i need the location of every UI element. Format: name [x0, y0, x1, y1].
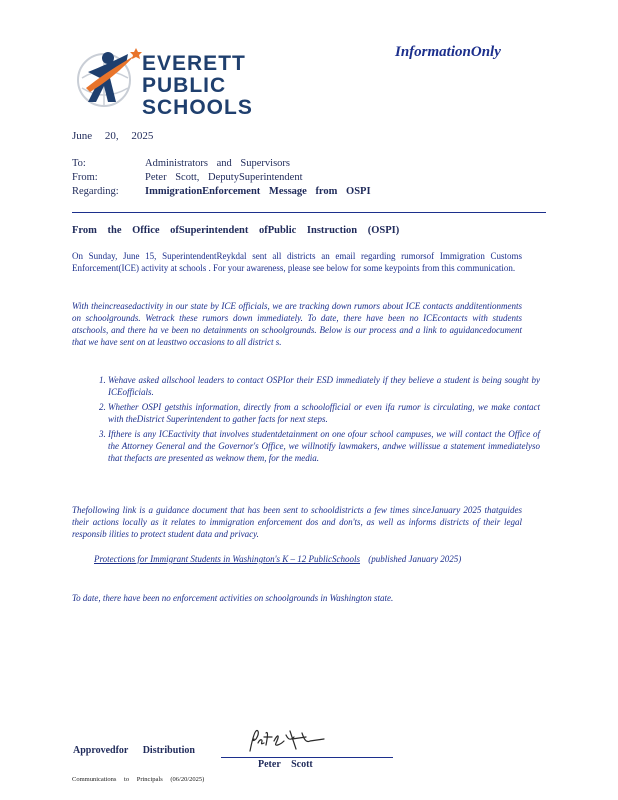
guidance-link-item	[86, 553, 526, 565]
process-steps-list	[90, 374, 540, 467]
regarding-label: Regarding:	[72, 186, 119, 197]
logo-text-everett: EVERETT	[142, 52, 246, 75]
header-divider	[72, 212, 546, 213]
signer-name: Peter Scott	[258, 759, 313, 770]
process-step: 1. Wehave asked allschool leaders to contact OSPIor their ESD immediately if they believe a student is being sought by ICEofficials.	[108, 374, 540, 398]
process-step: 2. Whether OSPI getsthis information, directly from a schoolofficial or even ifa rumor is circulating, we make contact with theDistrict Superintendent to gather facts for next steps.	[108, 401, 540, 425]
logo-text-schools: SCHOOLS	[142, 96, 253, 119]
process-step: 3. Ifthere is any ICEactivity that involves studentdetainment on one ofour school campuses, we will contact the Office of the Attorney General and the Governor's Office, we willnotify lawmakers, andwe willissue a statement immediatelyso that thefacts are presented as weknow them, for the media.	[108, 428, 540, 464]
guidance-document-link[interactable]: Protections for Immigrant Students in Washington's K – 12 PublicSchools	[94, 554, 361, 564]
memo-date: June 20, 2025	[72, 130, 154, 142]
to-label: To:	[72, 158, 86, 169]
signature-line	[221, 757, 393, 758]
intro-paragraph: On Sunday, June 15, SuperintendentReykdal sent all districts an email regarding rumorsof Immigration Customs Enforcement(ICE) activity at schools . For your awareness, please see below for some keypoints from this communication.	[72, 251, 522, 273]
section-title: From the Office ofSuperintendent ofPublic Instruction (OSPI)	[72, 225, 400, 236]
from-value: Peter Scott, DeputySuperintendent	[145, 172, 303, 183]
information-only-marking: InformationOnly	[395, 44, 501, 60]
footer-note: Communications to Principals (06/20/2025)	[72, 776, 205, 783]
regarding-value: ImmigrationEnforcement Message from OSPI	[145, 186, 371, 197]
guidance-link-note: (published January 2025)	[368, 554, 462, 564]
district-logo-icon	[72, 42, 142, 114]
approved-for-distribution-label: Approvedfor Distribution	[73, 745, 195, 756]
from-label: From:	[72, 172, 98, 183]
logo-text-public: PUBLIC	[142, 74, 227, 97]
signature-icon	[244, 727, 328, 755]
closing-paragraph: To date, there have been no enforcement activities on schoolgrounds in Washington state.	[72, 593, 394, 603]
to-value: Administrators and Supervisors	[145, 158, 290, 169]
process-paragraph: With theincreasedactivity in our state by ICE officials, we are tracking down rumors about ICE contacts andditentionments on schoolgrounds. Wetrack these rumors down immediately. To date, there have been no ICEcontacts with students atschools, and there ha ve been no detainments on schoolgrounds. Below is our process and a link to aguidancedocument that we have sent on at leasttwo occasions to all district s.	[72, 301, 522, 347]
guidance-paragraph: Thefollowing link is a guidance document that has been sent to schooldistricts a few times sinceJanuary 2025 thatguides their actions locally as it relates to immigration enforcement dos and don'ts, as well as informs districts of their legal responsib ilities to protect student data and privacy.	[72, 505, 522, 539]
